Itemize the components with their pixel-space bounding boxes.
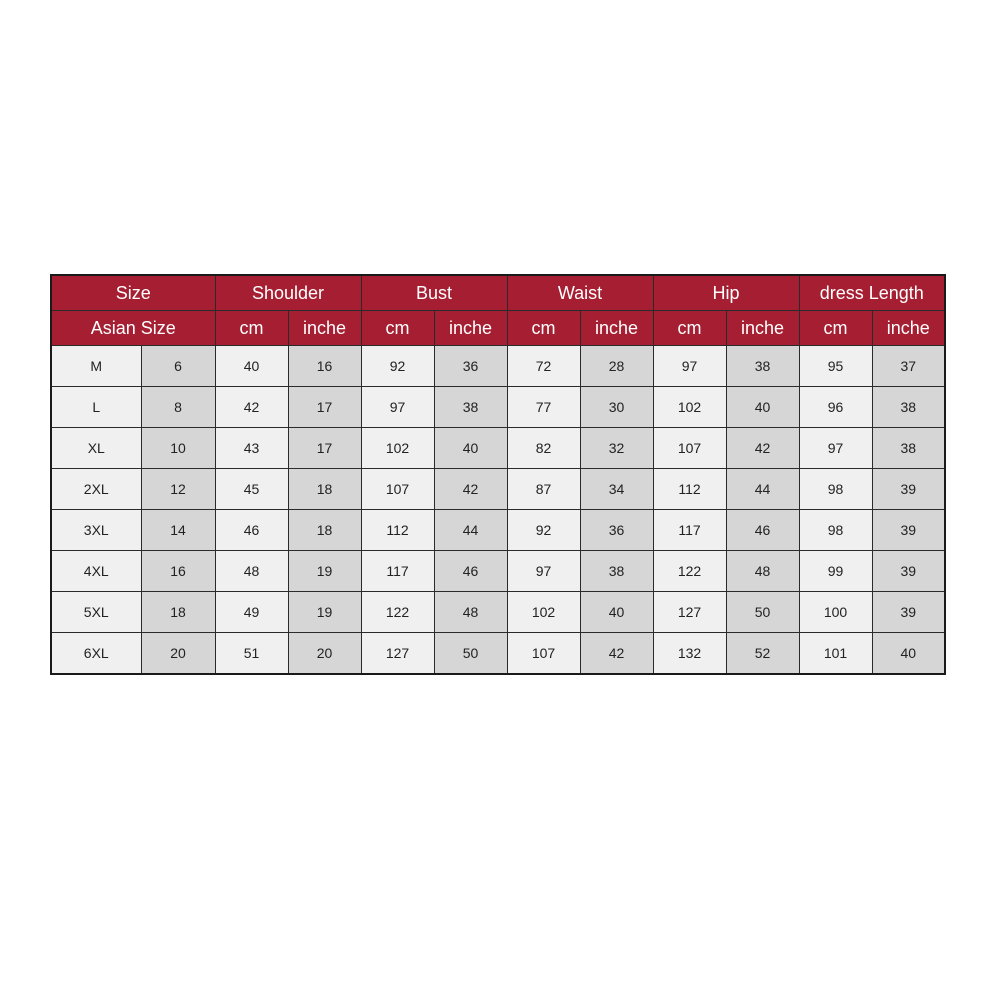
cell-length-cm: 95: [799, 346, 872, 387]
subheader-asian-size: Asian Size: [51, 311, 215, 346]
subheader-length-cm: cm: [799, 311, 872, 346]
header-hip: Hip: [653, 275, 799, 311]
cell-asian-size: 12: [141, 469, 215, 510]
cell-length-inche: 39: [872, 469, 945, 510]
cell-asian-size: 6: [141, 346, 215, 387]
cell-waist-cm: 87: [507, 469, 580, 510]
cell-bust-cm: 127: [361, 633, 434, 675]
cell-hip-inche: 46: [726, 510, 799, 551]
cell-hip-inche: 38: [726, 346, 799, 387]
cell-shoulder-inche: 16: [288, 346, 361, 387]
cell-waist-inche: 32: [580, 428, 653, 469]
size-rows: [51, 346, 945, 675]
cell-shoulder-cm: 48: [215, 551, 288, 592]
header-waist: Waist: [507, 275, 653, 311]
table-row: [51, 469, 945, 510]
cell-shoulder-cm: 46: [215, 510, 288, 551]
cell-hip-inche: 52: [726, 633, 799, 675]
table-row: [51, 510, 945, 551]
cell-bust-cm: 107: [361, 469, 434, 510]
cell-size: M: [51, 346, 141, 387]
cell-shoulder-cm: 42: [215, 387, 288, 428]
cell-size: 5XL: [51, 592, 141, 633]
cell-shoulder-inche: 17: [288, 428, 361, 469]
cell-hip-cm: 112: [653, 469, 726, 510]
cell-bust-inche: 38: [434, 387, 507, 428]
cell-size: 6XL: [51, 633, 141, 675]
cell-hip-cm: 122: [653, 551, 726, 592]
cell-bust-inche: 44: [434, 510, 507, 551]
cell-shoulder-cm: 49: [215, 592, 288, 633]
cell-length-inche: 39: [872, 592, 945, 633]
cell-bust-inche: 46: [434, 551, 507, 592]
cell-length-cm: 100: [799, 592, 872, 633]
cell-bust-inche: 40: [434, 428, 507, 469]
cell-waist-inche: 36: [580, 510, 653, 551]
cell-hip-inche: 44: [726, 469, 799, 510]
subheader-bust-cm: cm: [361, 311, 434, 346]
cell-length-inche: 38: [872, 428, 945, 469]
cell-length-cm: 99: [799, 551, 872, 592]
cell-shoulder-inche: 17: [288, 387, 361, 428]
cell-length-cm: 101: [799, 633, 872, 675]
cell-waist-inche: 34: [580, 469, 653, 510]
cell-hip-cm: 107: [653, 428, 726, 469]
subheader-length-inche: inche: [872, 311, 945, 346]
cell-asian-size: 10: [141, 428, 215, 469]
cell-shoulder-inche: 18: [288, 469, 361, 510]
cell-asian-size: 8: [141, 387, 215, 428]
cell-size: XL: [51, 428, 141, 469]
table-row: [51, 387, 945, 428]
cell-hip-cm: 127: [653, 592, 726, 633]
cell-waist-cm: 107: [507, 633, 580, 675]
cell-length-cm: 98: [799, 469, 872, 510]
cell-asian-size: 18: [141, 592, 215, 633]
header-size: Size: [51, 275, 215, 311]
cell-shoulder-cm: 45: [215, 469, 288, 510]
subheader-shoulder-inche: inche: [288, 311, 361, 346]
table-row: [51, 428, 945, 469]
cell-hip-cm: 132: [653, 633, 726, 675]
cell-size: L: [51, 387, 141, 428]
cell-shoulder-inche: 19: [288, 551, 361, 592]
size-chart-table: [50, 274, 946, 675]
cell-waist-inche: 38: [580, 551, 653, 592]
table-row: [51, 633, 945, 675]
cell-waist-inche: 40: [580, 592, 653, 633]
cell-waist-cm: 102: [507, 592, 580, 633]
table-row: [51, 346, 945, 387]
cell-bust-inche: 36: [434, 346, 507, 387]
cell-asian-size: 20: [141, 633, 215, 675]
cell-waist-cm: 97: [507, 551, 580, 592]
header-bust: Bust: [361, 275, 507, 311]
cell-length-cm: 98: [799, 510, 872, 551]
table-row: [51, 592, 945, 633]
cell-asian-size: 14: [141, 510, 215, 551]
cell-shoulder-inche: 19: [288, 592, 361, 633]
cell-length-inche: 39: [872, 551, 945, 592]
table-row: [51, 551, 945, 592]
cell-hip-cm: 102: [653, 387, 726, 428]
cell-bust-cm: 112: [361, 510, 434, 551]
cell-shoulder-inche: 18: [288, 510, 361, 551]
cell-bust-inche: 50: [434, 633, 507, 675]
cell-shoulder-cm: 43: [215, 428, 288, 469]
cell-bust-inche: 42: [434, 469, 507, 510]
cell-size: 2XL: [51, 469, 141, 510]
cell-shoulder-cm: 51: [215, 633, 288, 675]
unit-header-row: [51, 311, 945, 346]
cell-length-inche: 38: [872, 387, 945, 428]
cell-length-inche: 40: [872, 633, 945, 675]
cell-waist-cm: 82: [507, 428, 580, 469]
cell-hip-inche: 40: [726, 387, 799, 428]
cell-length-inche: 39: [872, 510, 945, 551]
cell-bust-inche: 48: [434, 592, 507, 633]
subheader-shoulder-cm: cm: [215, 311, 288, 346]
cell-hip-inche: 50: [726, 592, 799, 633]
cell-bust-cm: 102: [361, 428, 434, 469]
cell-hip-inche: 48: [726, 551, 799, 592]
cell-bust-cm: 122: [361, 592, 434, 633]
header-dress-length: dress Length: [799, 275, 945, 311]
cell-waist-inche: 42: [580, 633, 653, 675]
subheader-hip-inche: inche: [726, 311, 799, 346]
cell-waist-cm: 77: [507, 387, 580, 428]
cell-shoulder-cm: 40: [215, 346, 288, 387]
cell-waist-inche: 28: [580, 346, 653, 387]
cell-length-cm: 97: [799, 428, 872, 469]
cell-hip-inche: 42: [726, 428, 799, 469]
cell-length-cm: 96: [799, 387, 872, 428]
cell-size: 3XL: [51, 510, 141, 551]
cell-length-inche: 37: [872, 346, 945, 387]
cell-hip-cm: 117: [653, 510, 726, 551]
cell-waist-cm: 92: [507, 510, 580, 551]
cell-waist-inche: 30: [580, 387, 653, 428]
cell-hip-cm: 97: [653, 346, 726, 387]
cell-waist-cm: 72: [507, 346, 580, 387]
cell-bust-cm: 92: [361, 346, 434, 387]
cell-shoulder-inche: 20: [288, 633, 361, 675]
group-header-row: [51, 275, 945, 311]
subheader-waist-inche: inche: [580, 311, 653, 346]
subheader-bust-inche: inche: [434, 311, 507, 346]
subheader-hip-cm: cm: [653, 311, 726, 346]
cell-asian-size: 16: [141, 551, 215, 592]
cell-size: 4XL: [51, 551, 141, 592]
cell-bust-cm: 97: [361, 387, 434, 428]
subheader-waist-cm: cm: [507, 311, 580, 346]
cell-bust-cm: 117: [361, 551, 434, 592]
header-shoulder: Shoulder: [215, 275, 361, 311]
